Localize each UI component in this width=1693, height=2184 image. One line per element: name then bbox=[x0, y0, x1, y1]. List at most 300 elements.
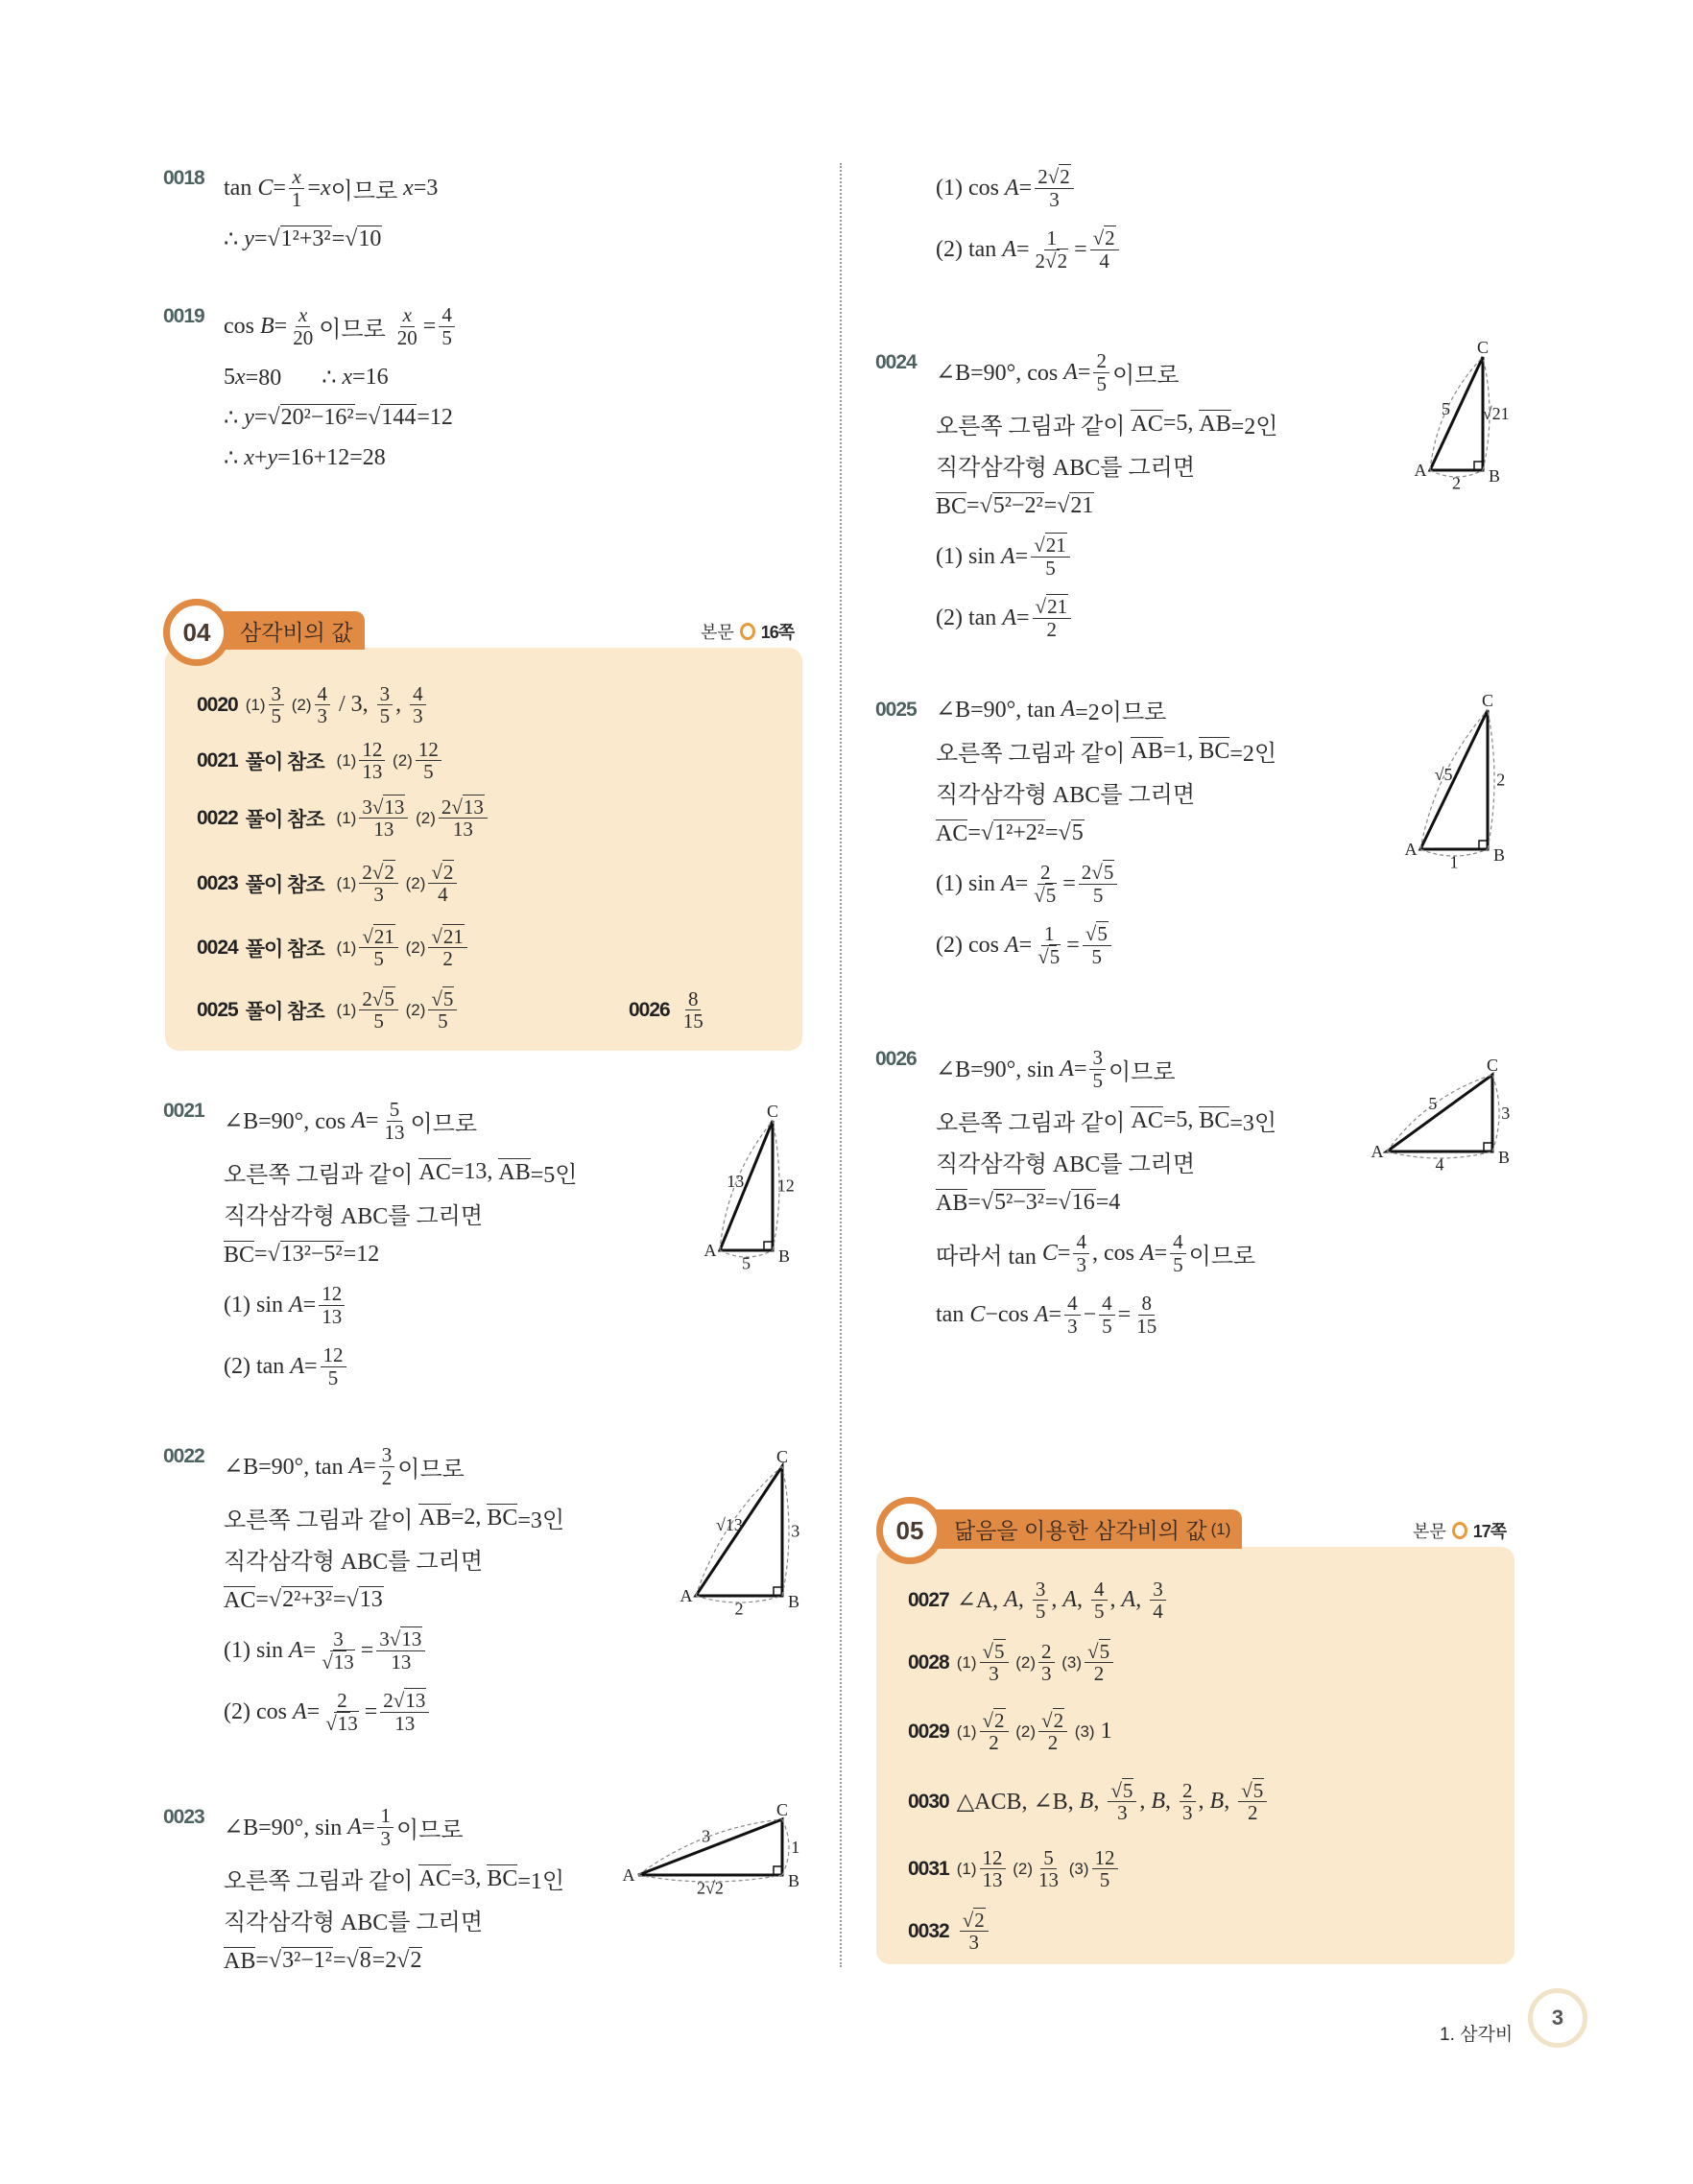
side-ab-label: 1 bbox=[1449, 852, 1459, 872]
radical-sign: √ bbox=[1091, 861, 1103, 885]
square-root bbox=[1037, 944, 1061, 968]
numerator bbox=[330, 1628, 346, 1650]
fraction bbox=[394, 304, 420, 347]
numerator bbox=[1093, 350, 1109, 372]
radical-sign: √ bbox=[1035, 595, 1047, 619]
fraction bbox=[315, 683, 331, 726]
fraction bbox=[428, 926, 467, 969]
radical-sign: √ bbox=[268, 1947, 282, 1973]
problem-0022 bbox=[163, 1439, 564, 1746]
item-number: (1) bbox=[336, 873, 357, 892]
numerator bbox=[1092, 1847, 1118, 1869]
segment-overline: AB bbox=[1131, 739, 1163, 764]
math-text: + bbox=[253, 444, 268, 470]
math-text: (2) cos bbox=[224, 1698, 293, 1724]
math-text: 2 bbox=[1037, 165, 1048, 189]
math-text: 5 bbox=[327, 1365, 339, 1389]
solution-line bbox=[224, 1155, 577, 1189]
math-text: ∠B=90°, sin bbox=[936, 1056, 1061, 1082]
numerator bbox=[377, 1805, 393, 1827]
radicand: 5²−2² bbox=[992, 492, 1043, 518]
math-text: , bbox=[1109, 1587, 1122, 1613]
radicand: 2 bbox=[1105, 226, 1115, 250]
answer-row bbox=[908, 1579, 1169, 1622]
numerator bbox=[359, 739, 385, 761]
segment-overline: AB bbox=[418, 1506, 451, 1531]
vertex-b-label: B bbox=[1497, 1148, 1511, 1167]
math-variable: A bbox=[1063, 359, 1078, 385]
math-text: 2 bbox=[1081, 861, 1092, 885]
denominator bbox=[1089, 1070, 1106, 1091]
denominator bbox=[379, 1467, 395, 1488]
radicand: 13²−5² bbox=[280, 1241, 343, 1267]
answer-row bbox=[197, 862, 460, 905]
item-number: (1) bbox=[336, 808, 357, 827]
vertex-a-label: A bbox=[1371, 1142, 1384, 1161]
problem-body bbox=[224, 161, 438, 255]
math-text: 2 bbox=[383, 1689, 393, 1713]
right-triangle-figure bbox=[619, 1800, 811, 1906]
radical-sign: √ bbox=[1087, 1640, 1099, 1663]
math-text: 직각삼각형 ABC를 그리면 bbox=[224, 1550, 484, 1575]
square-root bbox=[1036, 594, 1069, 618]
math-variable: x bbox=[298, 303, 308, 327]
numerator bbox=[410, 683, 426, 705]
radicand: 13 bbox=[333, 1650, 354, 1674]
math-text: =5, bbox=[1162, 411, 1200, 436]
numerator bbox=[1091, 1579, 1108, 1601]
radicand: 5 bbox=[994, 1640, 1005, 1663]
math-variable: C bbox=[1041, 1240, 1058, 1266]
math-text: 3 bbox=[1182, 1801, 1193, 1825]
answer-number: 0030 bbox=[908, 1790, 949, 1813]
problem-body bbox=[936, 345, 1277, 645]
math-text: ∠B=90°, cos bbox=[224, 1108, 352, 1134]
numerator bbox=[1150, 1579, 1166, 1601]
answer-number: 0026 bbox=[629, 998, 670, 1021]
denominator bbox=[1093, 373, 1109, 394]
math-text: 5 bbox=[1043, 1846, 1054, 1869]
numerator bbox=[428, 862, 457, 884]
fraction bbox=[1092, 1847, 1118, 1890]
answer-note: 풀이 참조 bbox=[245, 750, 329, 773]
numerator bbox=[1083, 923, 1111, 945]
math-text: 5 bbox=[441, 325, 452, 349]
square-root bbox=[1093, 226, 1116, 249]
math-group bbox=[1085, 921, 1109, 945]
math-group bbox=[983, 1639, 1006, 1663]
segment-overline: BC bbox=[936, 493, 967, 519]
math-text: =1인 bbox=[517, 1869, 565, 1894]
side-ac-label: 5 bbox=[1428, 1094, 1438, 1114]
numerator bbox=[359, 862, 398, 884]
math-text: =12 bbox=[343, 1241, 380, 1267]
square-root bbox=[267, 405, 354, 431]
fraction bbox=[321, 1344, 346, 1388]
denominator bbox=[420, 761, 437, 782]
math-text: 직각삼각형 ABC를 그리면 bbox=[936, 456, 1196, 481]
math-variable: x bbox=[403, 175, 414, 201]
radicand: 5 bbox=[1252, 1779, 1264, 1802]
denominator bbox=[319, 1651, 358, 1673]
math-text: =16 bbox=[352, 364, 389, 390]
radical-sign: √ bbox=[431, 987, 442, 1010]
math-text: = bbox=[302, 1637, 317, 1663]
math-group bbox=[362, 924, 395, 948]
item-number: (2) bbox=[1011, 1721, 1037, 1741]
solution-line bbox=[224, 1624, 564, 1677]
math-variable: A bbox=[1061, 697, 1076, 722]
math-text: 2 bbox=[1041, 1640, 1052, 1663]
fraction bbox=[381, 1099, 407, 1142]
math-text: , bbox=[1165, 1789, 1178, 1815]
math-text: 2 bbox=[362, 861, 372, 884]
math-text: = bbox=[1066, 932, 1080, 958]
numerator bbox=[1180, 1780, 1196, 1802]
problem-body bbox=[936, 1042, 1276, 1341]
numerator bbox=[359, 988, 398, 1010]
math-text: 1 bbox=[1043, 922, 1055, 946]
page-number: 3 bbox=[1528, 1988, 1587, 2048]
fraction bbox=[269, 683, 285, 726]
solution-line bbox=[936, 1104, 1276, 1137]
math-text: =4 bbox=[1095, 1189, 1121, 1215]
math-text: = bbox=[274, 313, 288, 339]
denominator bbox=[1245, 1802, 1261, 1823]
math-text: 4 bbox=[1153, 1600, 1163, 1624]
math-text: 직각삼각형 ABC를 그리면 bbox=[224, 1911, 484, 1935]
math-text: 5 bbox=[1092, 883, 1104, 907]
solution-line bbox=[224, 1685, 564, 1739]
math-text: 12 bbox=[417, 738, 439, 761]
ref-label: 본문 bbox=[1413, 1522, 1446, 1541]
numerator bbox=[377, 683, 393, 705]
square-root bbox=[1091, 860, 1114, 884]
math-text: (2) cos bbox=[936, 932, 1005, 958]
radicand: 1²+3² bbox=[280, 226, 331, 251]
math-text: = bbox=[360, 1637, 374, 1663]
fraction bbox=[416, 739, 441, 782]
segment-overline: AC bbox=[936, 820, 968, 846]
math-text: 이므로 bbox=[397, 1457, 465, 1483]
fraction bbox=[1064, 1293, 1081, 1336]
denominator bbox=[439, 327, 455, 348]
math-text: 4 bbox=[317, 682, 327, 705]
radical-sign: √ bbox=[1058, 1189, 1071, 1215]
radical-sign: √ bbox=[1085, 922, 1097, 946]
denominator bbox=[1064, 1316, 1081, 1337]
denominator bbox=[290, 327, 316, 348]
problem-number: 0026 bbox=[875, 1048, 917, 1070]
side-ab-label: 5 bbox=[742, 1253, 751, 1273]
math-text: 15 bbox=[682, 1009, 703, 1033]
fraction bbox=[376, 1628, 425, 1672]
radical-sign: √ bbox=[396, 1947, 410, 1973]
numerator bbox=[1073, 1231, 1089, 1253]
math-text: (1) sin bbox=[936, 543, 1001, 569]
math-text: = bbox=[306, 1698, 321, 1724]
fraction bbox=[1093, 350, 1109, 393]
square-root bbox=[981, 820, 1045, 846]
math-variable: x bbox=[402, 303, 412, 327]
square-root bbox=[1045, 249, 1068, 273]
square-root bbox=[1059, 1190, 1096, 1216]
denominator bbox=[1133, 1316, 1159, 1337]
math-text: = bbox=[255, 1947, 269, 1973]
square-root bbox=[1041, 1708, 1064, 1732]
solution-line bbox=[936, 489, 1277, 522]
numerator bbox=[1089, 1047, 1106, 1069]
denominator bbox=[315, 705, 331, 726]
fraction bbox=[359, 796, 408, 840]
vertex-a-label: A bbox=[1414, 461, 1427, 480]
answer-number: 0025 bbox=[197, 998, 238, 1021]
math-text: 이므로 bbox=[395, 1817, 464, 1843]
math-group bbox=[292, 165, 300, 188]
math-variable: A bbox=[290, 1353, 304, 1379]
math-group bbox=[362, 795, 405, 819]
answer-number: 0031 bbox=[908, 1857, 949, 1880]
numerator bbox=[960, 1910, 989, 1932]
denominator bbox=[1150, 1601, 1166, 1622]
radicand: 2 bbox=[410, 1947, 422, 1973]
math-text: = bbox=[331, 226, 346, 251]
radicand: 21 bbox=[1070, 492, 1094, 518]
denominator bbox=[1042, 558, 1059, 579]
math-text: 8 bbox=[687, 987, 699, 1010]
radical-sign: √ bbox=[393, 1689, 405, 1713]
denominator bbox=[370, 1010, 387, 1032]
ref-page: 17쪽 bbox=[1472, 1522, 1507, 1541]
math-text: 3 bbox=[1092, 1046, 1103, 1070]
fraction bbox=[1083, 923, 1111, 966]
denominator bbox=[986, 1732, 1002, 1753]
vertex-b-label: B bbox=[787, 1592, 800, 1611]
denominator bbox=[1033, 1601, 1049, 1622]
math-variable: A bbox=[1060, 1056, 1074, 1081]
solution-line bbox=[936, 1186, 1276, 1219]
answer-note: 풀이 참조 bbox=[245, 873, 329, 896]
vertex-b-label: B bbox=[1492, 845, 1506, 865]
solution-line bbox=[936, 817, 1276, 849]
fraction bbox=[379, 1444, 395, 1487]
math-text: 4 bbox=[1067, 1292, 1078, 1316]
math-text: 12 bbox=[982, 1846, 1003, 1869]
problem-number: 0022 bbox=[163, 1445, 204, 1467]
math-text: 12 bbox=[1094, 1846, 1115, 1869]
math-text: 1 bbox=[1094, 1719, 1112, 1745]
math-group bbox=[1082, 860, 1115, 884]
radical-sign: √ bbox=[268, 1586, 282, 1612]
math-text: =2이므로 bbox=[1075, 700, 1167, 725]
side-ab-label: 2 bbox=[1452, 473, 1461, 493]
square-root bbox=[431, 986, 454, 1010]
vertex-c-label: C bbox=[775, 1800, 789, 1819]
numerator bbox=[980, 1710, 1009, 1732]
numerator bbox=[1031, 534, 1070, 557]
square-root bbox=[325, 1711, 359, 1735]
math-text: 8 bbox=[1141, 1292, 1152, 1316]
math-group bbox=[1110, 1778, 1133, 1802]
math-variable: B bbox=[1079, 1789, 1094, 1815]
denominator bbox=[289, 189, 305, 210]
numerator bbox=[379, 1444, 395, 1466]
radical-sign: √ bbox=[1041, 1709, 1053, 1732]
problem-0025 bbox=[875, 693, 1276, 980]
solution-line bbox=[936, 530, 1277, 583]
item-number: (2) bbox=[400, 873, 426, 892]
math-text: = bbox=[354, 404, 369, 430]
math-text: 3 bbox=[1035, 1578, 1046, 1601]
math-text: ∴ bbox=[224, 405, 245, 431]
math-variable: A bbox=[1004, 1587, 1018, 1613]
fraction bbox=[439, 796, 488, 840]
problem-0023-continued bbox=[875, 161, 1122, 284]
math-text: = bbox=[361, 1814, 375, 1840]
math-text: 1 bbox=[380, 1804, 391, 1828]
square-root bbox=[1241, 1778, 1264, 1802]
radicand: 3²−1² bbox=[282, 1947, 332, 1973]
math-text: 이므로 bbox=[410, 1111, 478, 1137]
problem-body bbox=[224, 1800, 564, 1977]
segment-overline: AB bbox=[224, 1948, 256, 1974]
fraction bbox=[439, 304, 455, 347]
denominator bbox=[1097, 1869, 1113, 1890]
math-text: 4 bbox=[441, 303, 452, 327]
side-ac-label: √13 bbox=[715, 1514, 743, 1534]
math-text: 2 bbox=[1035, 249, 1046, 273]
radicand: 2 bbox=[442, 861, 454, 884]
radical-sign: √ bbox=[362, 925, 373, 948]
numerator bbox=[359, 796, 408, 819]
answer-number: 0029 bbox=[908, 1720, 949, 1743]
side-ac-label: 13 bbox=[727, 1171, 745, 1191]
problem-0023 bbox=[163, 1800, 564, 1984]
solution-line bbox=[936, 734, 1276, 768]
math-group bbox=[1034, 533, 1067, 557]
answer-number: 0022 bbox=[197, 806, 238, 829]
math-text: ∴ bbox=[224, 445, 245, 471]
radical-sign: √ bbox=[389, 1627, 401, 1651]
ref-label: 본문 bbox=[701, 623, 734, 642]
math-text: △ACB, ∠B, bbox=[956, 1790, 1080, 1816]
math-text: , bbox=[1077, 1587, 1089, 1613]
math-text: 3 bbox=[380, 1826, 391, 1850]
radicand: 2 bbox=[1053, 1709, 1064, 1732]
math-text: = bbox=[1015, 605, 1030, 630]
radicand: 2 bbox=[1057, 249, 1068, 273]
radical-sign: √ bbox=[980, 819, 994, 845]
right-triangle-figure bbox=[1368, 1051, 1526, 1175]
radicand: 5 bbox=[384, 987, 394, 1010]
math-text: = bbox=[1015, 236, 1030, 262]
radical-sign: √ bbox=[979, 492, 992, 518]
numerator bbox=[1035, 166, 1074, 188]
math-variable: y bbox=[244, 404, 254, 430]
section-04-number: 04 bbox=[163, 599, 230, 666]
radical-sign: √ bbox=[371, 861, 384, 884]
math-text: 따라서 tan bbox=[936, 1244, 1042, 1270]
radicand: 5 bbox=[1097, 922, 1108, 946]
fraction bbox=[980, 1710, 1009, 1753]
radicand: 5 bbox=[1103, 861, 1114, 885]
math-group bbox=[1037, 164, 1071, 188]
numerator bbox=[1033, 1579, 1049, 1601]
square-root bbox=[346, 1948, 372, 1974]
math-text: ∠A, bbox=[956, 1588, 1005, 1614]
fraction bbox=[1089, 1047, 1106, 1090]
math-group bbox=[1034, 883, 1057, 907]
fraction bbox=[410, 683, 426, 726]
radical-sign: √ bbox=[451, 795, 463, 819]
numerator bbox=[1064, 1293, 1081, 1315]
math-variable: x bbox=[292, 165, 301, 189]
math-text: 2 bbox=[337, 1689, 347, 1713]
math-text: (2) tan bbox=[936, 236, 1003, 262]
vertex-b-label: B bbox=[777, 1246, 791, 1266]
square-root bbox=[345, 226, 382, 252]
math-text: = bbox=[1117, 1301, 1132, 1327]
math-text: = bbox=[253, 226, 268, 251]
side-ab-label: 2√2 bbox=[697, 1878, 724, 1898]
item-number: (3) bbox=[1070, 1721, 1095, 1741]
numerator bbox=[1044, 227, 1061, 249]
fraction bbox=[680, 988, 706, 1032]
math-text: 이므로 bbox=[1188, 1244, 1256, 1270]
section-04-page-ref bbox=[701, 619, 794, 644]
vertex-a-label: A bbox=[680, 1586, 693, 1605]
square-root bbox=[269, 1587, 333, 1613]
math-variable: A bbox=[292, 1698, 307, 1724]
math-group bbox=[403, 303, 412, 326]
solution-line bbox=[936, 1042, 1276, 1096]
math-text: 2 bbox=[1039, 861, 1051, 885]
fraction bbox=[290, 304, 316, 347]
square-root bbox=[1034, 883, 1057, 907]
vertex-c-label: C bbox=[766, 1102, 779, 1121]
vertex-b-label: B bbox=[787, 1871, 800, 1890]
solution-line bbox=[224, 1583, 564, 1616]
numerator bbox=[321, 1344, 346, 1366]
answer-row bbox=[197, 926, 470, 969]
numerator bbox=[1033, 596, 1072, 618]
solution-line bbox=[224, 441, 458, 474]
math-text: 13 bbox=[384, 1120, 405, 1144]
math-text: = bbox=[255, 1586, 269, 1612]
denominator bbox=[1180, 1802, 1196, 1823]
math-text: 2 bbox=[442, 947, 453, 971]
denominator bbox=[986, 1663, 1002, 1684]
radicand: 5 bbox=[1071, 819, 1084, 845]
solution-line bbox=[936, 693, 1276, 726]
problem-body bbox=[936, 693, 1276, 972]
answer-note: 풀이 참조 bbox=[245, 808, 329, 831]
column-divider bbox=[840, 163, 842, 1967]
math-text: 5 bbox=[438, 1009, 448, 1033]
denominator bbox=[1089, 946, 1106, 967]
answer-row bbox=[908, 1710, 1112, 1753]
answer-number: 0020 bbox=[197, 693, 238, 716]
math-text: =3인 bbox=[1229, 1111, 1277, 1136]
radicand: 21 bbox=[1047, 595, 1068, 619]
radicand: 2 bbox=[994, 1709, 1005, 1732]
solution-line bbox=[224, 401, 458, 434]
denominator bbox=[1170, 1254, 1186, 1275]
fraction bbox=[1150, 1579, 1166, 1622]
radical-sign: √ bbox=[1058, 819, 1071, 845]
item-number: (1) bbox=[336, 750, 357, 770]
square-root bbox=[1057, 493, 1094, 519]
